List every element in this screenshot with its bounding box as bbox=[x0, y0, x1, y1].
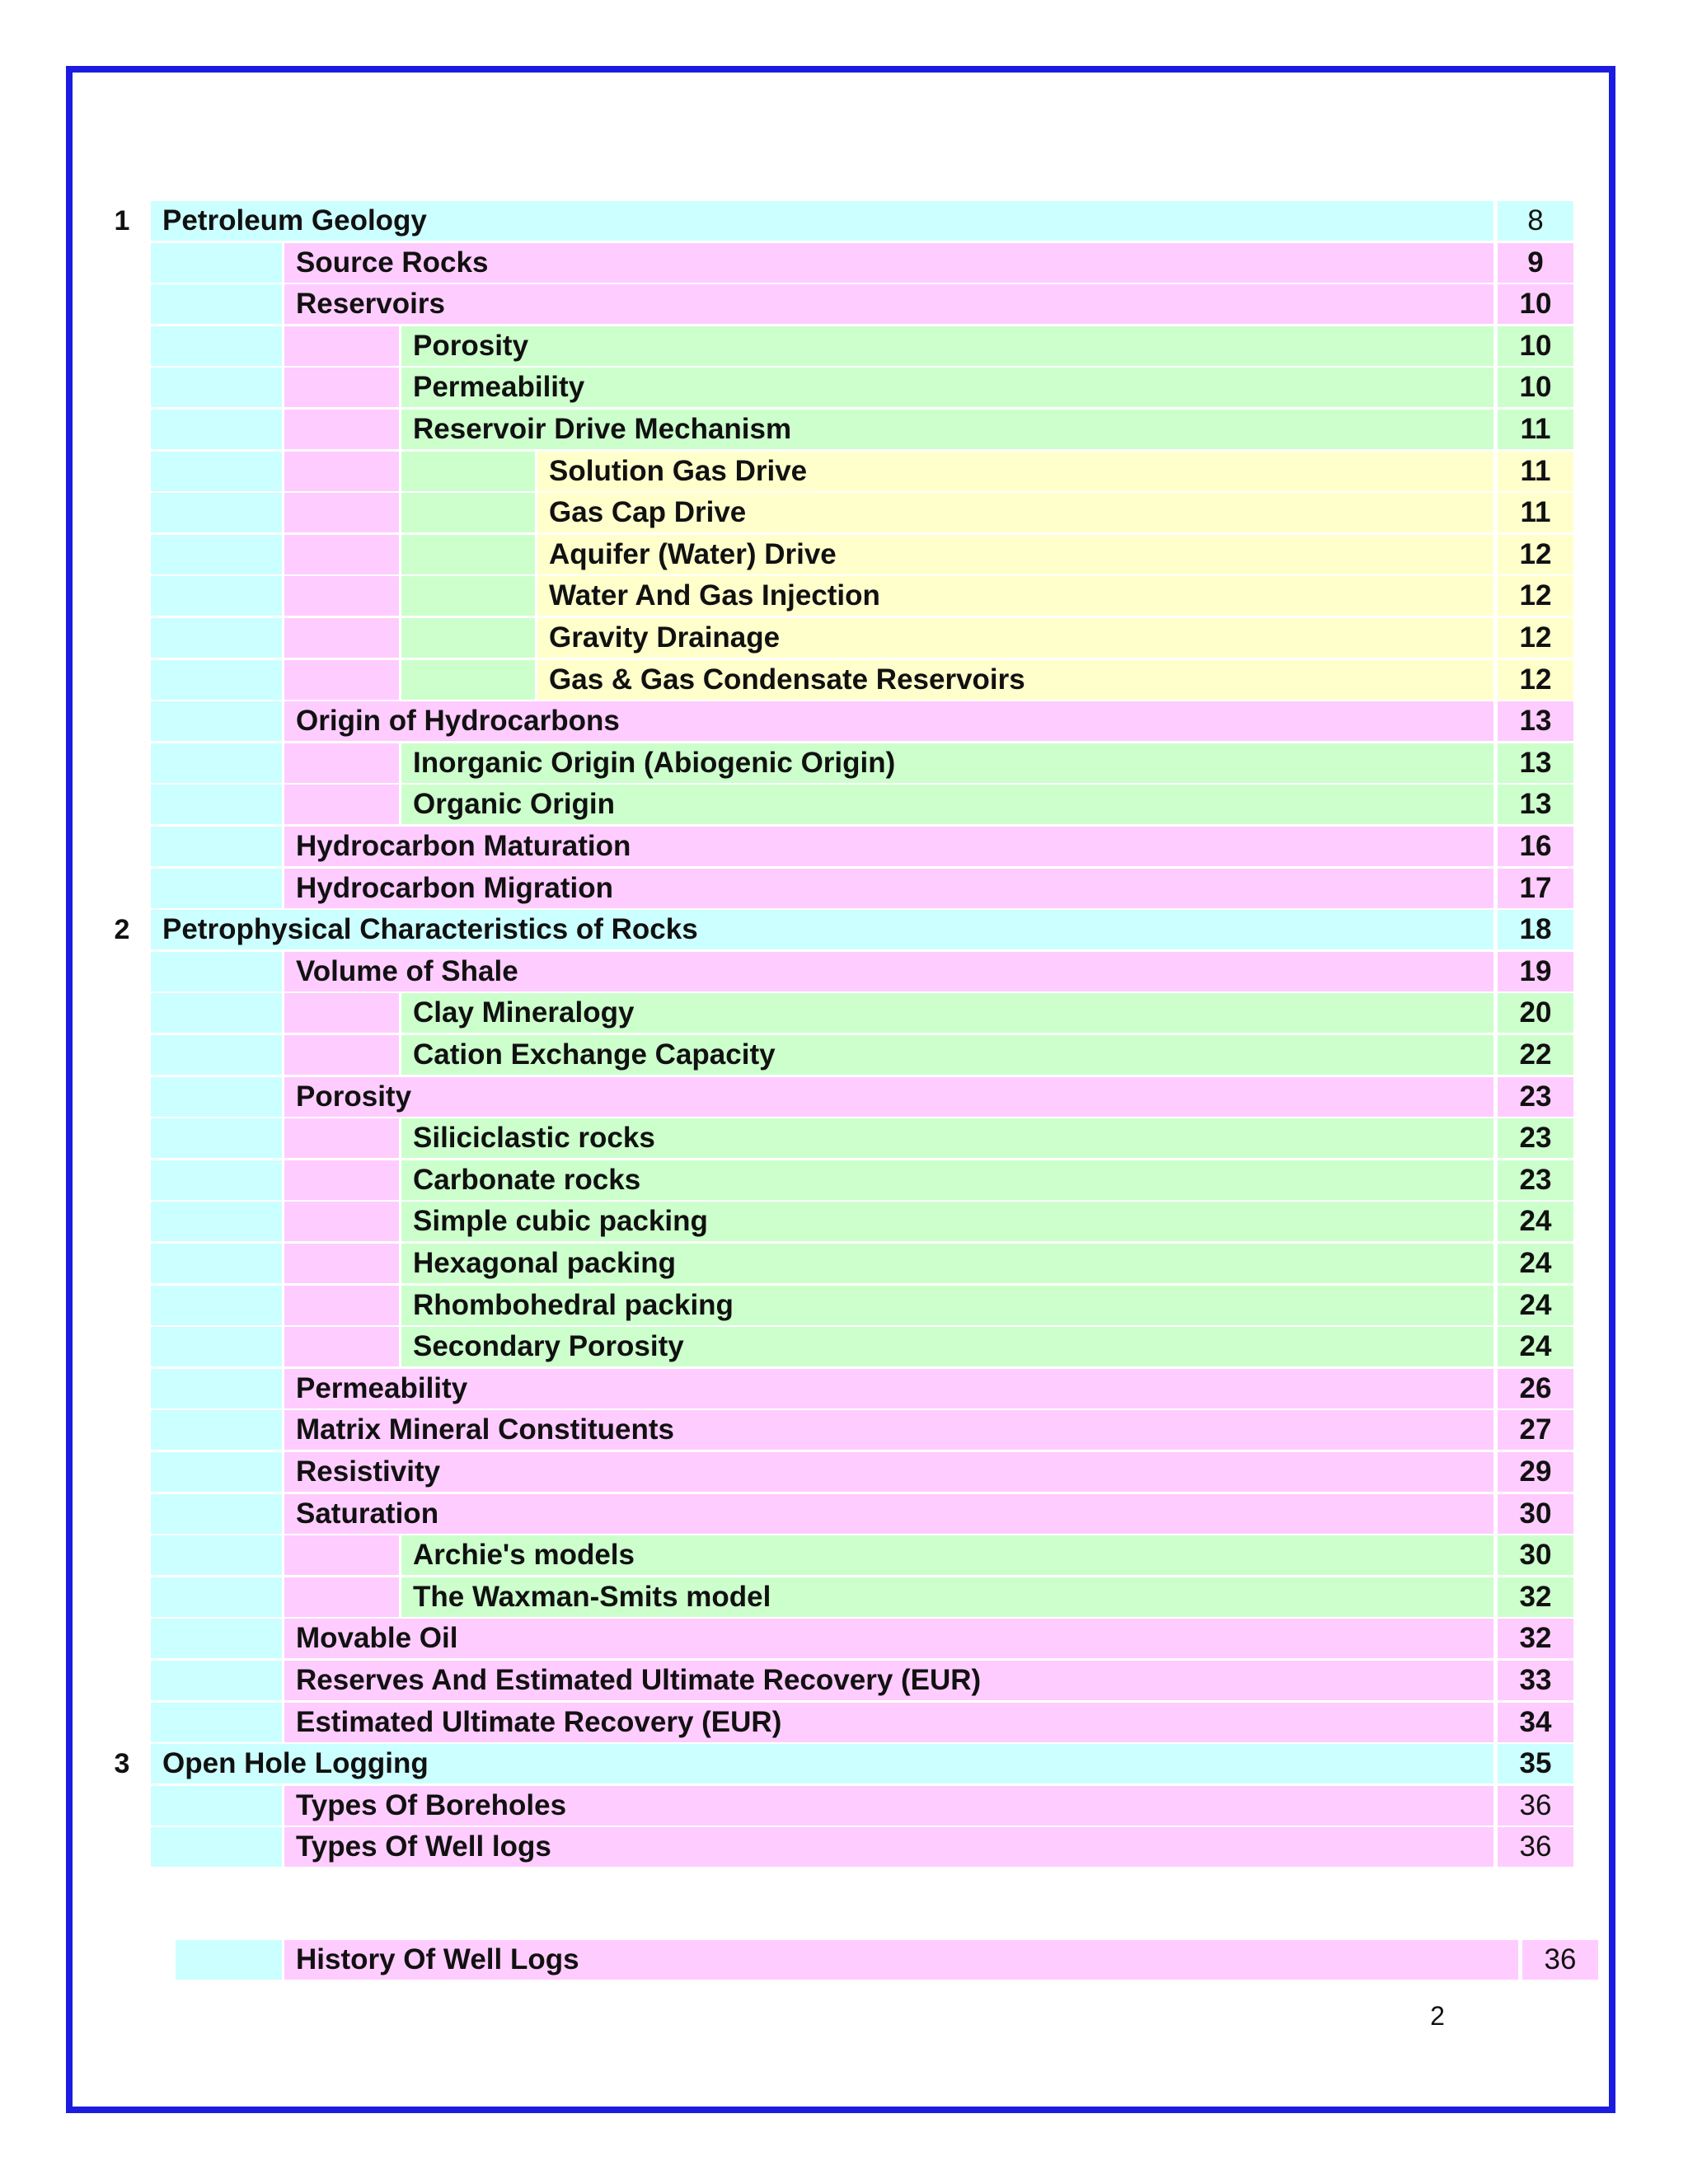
toc-entry-title[interactable]: The Waxman-Smits model bbox=[413, 1581, 771, 1613]
toc-page-number: 30 bbox=[1519, 1539, 1552, 1571]
toc-page-number: 33 bbox=[1519, 1664, 1552, 1696]
toc-entry-title[interactable]: Resistivity bbox=[296, 1455, 441, 1488]
toc-entry-title[interactable]: Estimated Ultimate Recovery (EUR) bbox=[296, 1706, 782, 1738]
indent-band-level-2 bbox=[284, 410, 399, 449]
toc-page-number: 23 bbox=[1519, 1122, 1552, 1154]
toc-page-number: 11 bbox=[1520, 496, 1551, 528]
indent-band-level-1 bbox=[151, 743, 282, 783]
toc-entry-title[interactable]: Source Rocks bbox=[296, 246, 489, 279]
indent-band-level-2 bbox=[284, 326, 399, 366]
indent-band-level-1 bbox=[151, 1244, 282, 1283]
toc-entry-title[interactable]: Clay Mineralogy bbox=[413, 996, 635, 1029]
toc-row[interactable] bbox=[0, 993, 1688, 1033]
toc-entry-title[interactable]: Aquifer (Water) Drive bbox=[549, 538, 837, 570]
toc-page-number: 12 bbox=[1519, 579, 1552, 612]
toc-row[interactable] bbox=[0, 1077, 1688, 1117]
toc-row[interactable] bbox=[0, 1577, 1688, 1617]
toc-entry-title[interactable]: Saturation bbox=[296, 1497, 439, 1530]
indent-band-level-1 bbox=[151, 1118, 282, 1158]
toc-row[interactable] bbox=[0, 1661, 1688, 1700]
toc-entry-title[interactable]: Gas & Gas Condensate Reservoirs bbox=[549, 663, 1025, 696]
indent-band-level-1 bbox=[151, 1327, 282, 1366]
toc-entry-title[interactable]: Gas Cap Drive bbox=[549, 496, 747, 528]
indent-band-level-1 bbox=[151, 493, 282, 532]
toc-entry-title[interactable]: Reservoirs bbox=[296, 288, 445, 320]
indent-band-level-1 bbox=[151, 1452, 282, 1492]
toc-entry-title[interactable]: Petroleum Geology bbox=[162, 204, 427, 237]
indent-band-level-3 bbox=[401, 618, 535, 658]
indent-band-level-3 bbox=[401, 660, 535, 700]
indent-band-level-2 bbox=[284, 993, 399, 1033]
indent-band-level-1 bbox=[151, 452, 282, 491]
toc-page-number: 13 bbox=[1519, 705, 1552, 737]
indent-band-level-1 bbox=[151, 284, 282, 324]
toc-row[interactable] bbox=[0, 952, 1688, 991]
indent-band-level-1 bbox=[151, 618, 282, 658]
indent-band-level-1 bbox=[151, 1827, 282, 1867]
indent-band-level-2 bbox=[284, 1202, 399, 1241]
indent-band-level-2 bbox=[284, 1577, 399, 1617]
toc-row[interactable] bbox=[0, 1369, 1688, 1408]
toc-page-number: 32 bbox=[1519, 1622, 1552, 1654]
toc-page-number: 11 bbox=[1520, 413, 1551, 445]
indent-band-level-3 bbox=[401, 576, 535, 616]
toc-row[interactable] bbox=[0, 326, 1688, 366]
page-number: 2 bbox=[1430, 2001, 1445, 2031]
toc-page-number: 19 bbox=[1519, 955, 1552, 987]
toc-entry-title[interactable]: Gravity Drainage bbox=[549, 621, 781, 654]
toc-page-number: 36 bbox=[1544, 1943, 1577, 1975]
toc-entry-title[interactable]: Reservoir Drive Mechanism bbox=[413, 413, 792, 445]
toc-entry-title[interactable]: Matrix Mineral Constituents bbox=[296, 1413, 674, 1446]
indent-band-level-1 bbox=[176, 1940, 282, 1980]
indent-band-level-1 bbox=[151, 785, 282, 824]
indent-band-level-1 bbox=[151, 535, 282, 574]
indent-band-level-2 bbox=[284, 785, 399, 824]
toc-page-number: 11 bbox=[1520, 455, 1551, 487]
toc-entry-title[interactable]: Secondary Porosity bbox=[413, 1330, 684, 1362]
toc-row[interactable] bbox=[0, 869, 1688, 908]
indent-band-level-1 bbox=[151, 1786, 282, 1825]
indent-band-level-3 bbox=[401, 493, 535, 532]
toc-row[interactable] bbox=[0, 535, 1688, 574]
toc-row[interactable] bbox=[0, 1410, 1688, 1450]
toc-page-number: 23 bbox=[1519, 1164, 1552, 1196]
chapter-number: 3 bbox=[114, 1748, 130, 1779]
toc-page-number: 13 bbox=[1519, 788, 1552, 820]
indent-band-level-2 bbox=[284, 1286, 399, 1325]
toc-row[interactable] bbox=[0, 1494, 1688, 1534]
indent-band-level-1 bbox=[151, 1077, 282, 1117]
indent-band-level-1 bbox=[151, 1703, 282, 1742]
indent-band-level-1 bbox=[151, 1369, 282, 1408]
toc-row[interactable] bbox=[0, 1035, 1688, 1075]
indent-band-level-2 bbox=[284, 1160, 399, 1200]
toc-row[interactable] bbox=[0, 785, 1688, 824]
toc-entry-title[interactable]: History Of Well Logs bbox=[296, 1943, 579, 1975]
indent-band-level-1 bbox=[151, 1577, 282, 1617]
toc-entry-title[interactable]: Inorganic Origin (Abiogenic Origin) bbox=[413, 747, 896, 779]
indent-band-level-3 bbox=[401, 452, 535, 491]
indent-band-level-1 bbox=[151, 827, 282, 866]
toc-row[interactable] bbox=[0, 1619, 1688, 1658]
toc-entry-title[interactable]: Organic Origin bbox=[413, 788, 616, 820]
toc-page-number: 12 bbox=[1519, 538, 1552, 570]
indent-band-level-2 bbox=[284, 493, 399, 532]
toc-entry-title[interactable]: Types Of Boreholes bbox=[296, 1789, 567, 1821]
toc-entry-title[interactable]: Hexagonal packing bbox=[413, 1247, 676, 1279]
toc-row[interactable] bbox=[0, 660, 1688, 700]
indent-band-level-1 bbox=[151, 368, 282, 407]
indent-band-level-2 bbox=[284, 1035, 399, 1075]
toc-entry-title[interactable]: Porosity bbox=[296, 1080, 412, 1113]
indent-band-level-1 bbox=[151, 410, 282, 449]
toc-entry-title[interactable]: Water And Gas Injection bbox=[549, 579, 880, 612]
indent-band-level-1 bbox=[151, 1160, 282, 1200]
indent-band-level-2 bbox=[284, 452, 399, 491]
toc-row[interactable] bbox=[0, 1452, 1688, 1492]
toc-page-number: 10 bbox=[1519, 288, 1552, 320]
toc-row[interactable] bbox=[0, 243, 1688, 283]
toc-entry-title[interactable]: Volume of Shale bbox=[296, 955, 518, 987]
toc-entry-title[interactable]: Open Hole Logging bbox=[162, 1747, 429, 1779]
indent-band-level-2 bbox=[284, 743, 399, 783]
toc-page-number: 12 bbox=[1519, 621, 1552, 654]
toc-entry-title[interactable]: Hydrocarbon Maturation bbox=[296, 830, 631, 862]
toc-page-number: 24 bbox=[1519, 1247, 1552, 1279]
toc-page-number: 9 bbox=[1527, 246, 1544, 279]
toc-entry-title[interactable]: Origin of Hydrocarbons bbox=[296, 705, 620, 737]
toc-page-number: 10 bbox=[1519, 330, 1552, 362]
indent-band-level-1 bbox=[151, 701, 282, 741]
indent-band-level-1 bbox=[151, 660, 282, 700]
indent-band-level-1 bbox=[151, 1619, 282, 1658]
toc-row[interactable] bbox=[0, 1744, 1688, 1783]
indent-band-level-2 bbox=[284, 1118, 399, 1158]
toc-entry-title[interactable]: Cation Exchange Capacity bbox=[413, 1038, 776, 1071]
indent-band-level-1 bbox=[151, 1535, 282, 1575]
indent-band-level-2 bbox=[284, 1327, 399, 1366]
toc-entry-title[interactable]: Petrophysical Characteristics of Rocks bbox=[162, 913, 698, 945]
toc-row[interactable] bbox=[0, 410, 1688, 449]
indent-band-level-3 bbox=[401, 535, 535, 574]
toc-entry-title[interactable]: Types Of Well logs bbox=[296, 1830, 551, 1863]
toc-entry-title[interactable]: Rhombohedral packing bbox=[413, 1289, 734, 1321]
toc-page-number: 12 bbox=[1519, 663, 1552, 696]
toc-row[interactable] bbox=[0, 1535, 1688, 1575]
toc-row[interactable] bbox=[0, 284, 1688, 324]
toc-page-number: 35 bbox=[1519, 1747, 1552, 1779]
toc-entry-title[interactable]: Simple cubic packing bbox=[413, 1205, 708, 1237]
toc-entry-title[interactable]: Carbonate rocks bbox=[413, 1164, 641, 1196]
toc-row[interactable] bbox=[0, 1940, 1688, 1980]
toc-page-number: 10 bbox=[1519, 371, 1552, 403]
toc-page-number: 18 bbox=[1519, 913, 1552, 945]
toc-page-number: 24 bbox=[1519, 1205, 1552, 1237]
indent-band-level-2 bbox=[284, 576, 399, 616]
toc-row[interactable] bbox=[0, 201, 1688, 241]
toc-row[interactable] bbox=[0, 701, 1688, 741]
toc-row[interactable] bbox=[0, 743, 1688, 783]
indent-band-level-1 bbox=[151, 952, 282, 991]
chapter-number: 1 bbox=[114, 205, 130, 237]
toc-entry-title[interactable]: Siliciclastic rocks bbox=[413, 1122, 655, 1154]
toc-row[interactable] bbox=[0, 1703, 1688, 1742]
toc-row[interactable] bbox=[0, 1827, 1688, 1867]
indent-band-level-2 bbox=[284, 660, 399, 700]
toc-entry-title[interactable]: Permeability bbox=[413, 371, 585, 403]
toc-page-number: 30 bbox=[1519, 1497, 1552, 1530]
toc-entry-title[interactable]: Archie's models bbox=[413, 1539, 635, 1571]
indent-band-level-2 bbox=[284, 1244, 399, 1283]
toc-row[interactable] bbox=[0, 1286, 1688, 1325]
indent-band-level-1 bbox=[151, 576, 282, 616]
indent-band-level-2 bbox=[284, 1535, 399, 1575]
indent-band-level-1 bbox=[151, 1202, 282, 1241]
toc-row[interactable] bbox=[0, 1118, 1688, 1158]
indent-band-level-1 bbox=[151, 1410, 282, 1450]
indent-band-level-1 bbox=[151, 326, 282, 366]
toc-page-number: 22 bbox=[1519, 1038, 1552, 1071]
toc-page-number: 20 bbox=[1519, 996, 1552, 1029]
toc-row[interactable] bbox=[0, 910, 1688, 949]
toc-entry-title[interactable]: Hydrocarbon Migration bbox=[296, 872, 614, 904]
toc-entry-title[interactable]: Solution Gas Drive bbox=[549, 455, 808, 487]
indent-band-level-1 bbox=[151, 1494, 282, 1534]
toc-row[interactable] bbox=[0, 576, 1688, 616]
toc-page-number: 24 bbox=[1519, 1330, 1552, 1362]
toc-page-number: 17 bbox=[1519, 872, 1552, 904]
toc-entry-title[interactable]: Permeability bbox=[296, 1372, 468, 1404]
toc-page-number: 32 bbox=[1519, 1581, 1552, 1613]
toc-page-number: 24 bbox=[1519, 1289, 1552, 1321]
toc-page-number: 36 bbox=[1519, 1830, 1552, 1863]
toc-row[interactable] bbox=[0, 1244, 1688, 1283]
toc-row[interactable] bbox=[0, 1786, 1688, 1825]
toc-row[interactable] bbox=[0, 368, 1688, 407]
toc-page-number: 29 bbox=[1519, 1455, 1552, 1488]
indent-band-level-1 bbox=[151, 1286, 282, 1325]
indent-band-level-2 bbox=[284, 368, 399, 407]
toc-row[interactable] bbox=[0, 1327, 1688, 1366]
indent-band-level-1 bbox=[151, 993, 282, 1033]
toc-page-number: 16 bbox=[1519, 830, 1552, 862]
indent-band-level-1 bbox=[151, 1661, 282, 1700]
indent-band-level-1 bbox=[151, 869, 282, 908]
toc-row[interactable] bbox=[0, 618, 1688, 658]
toc-entry-title[interactable]: Porosity bbox=[413, 330, 529, 362]
toc-page-number: 23 bbox=[1519, 1080, 1552, 1113]
toc-page-number: 36 bbox=[1519, 1789, 1552, 1821]
indent-band-level-1 bbox=[151, 243, 282, 283]
toc-row[interactable] bbox=[0, 452, 1688, 491]
toc-page-number: 34 bbox=[1519, 1706, 1552, 1738]
toc-row[interactable] bbox=[0, 1202, 1688, 1241]
toc-page-number: 8 bbox=[1527, 204, 1544, 237]
toc-row[interactable] bbox=[0, 827, 1688, 866]
toc-row[interactable] bbox=[0, 493, 1688, 532]
indent-band-level-2 bbox=[284, 535, 399, 574]
toc-page-number: 27 bbox=[1519, 1413, 1552, 1446]
toc-page-number: 26 bbox=[1519, 1372, 1552, 1404]
chapter-number: 2 bbox=[114, 914, 130, 945]
toc-row[interactable] bbox=[0, 1160, 1688, 1200]
toc-entry-title[interactable]: Reserves And Estimated Ultimate Recovery (EUR) bbox=[296, 1664, 982, 1696]
toc-page-number: 13 bbox=[1519, 747, 1552, 779]
indent-band-level-1 bbox=[151, 1035, 282, 1075]
indent-band-level-2 bbox=[284, 618, 399, 658]
toc-entry-title[interactable]: Movable Oil bbox=[296, 1622, 458, 1654]
